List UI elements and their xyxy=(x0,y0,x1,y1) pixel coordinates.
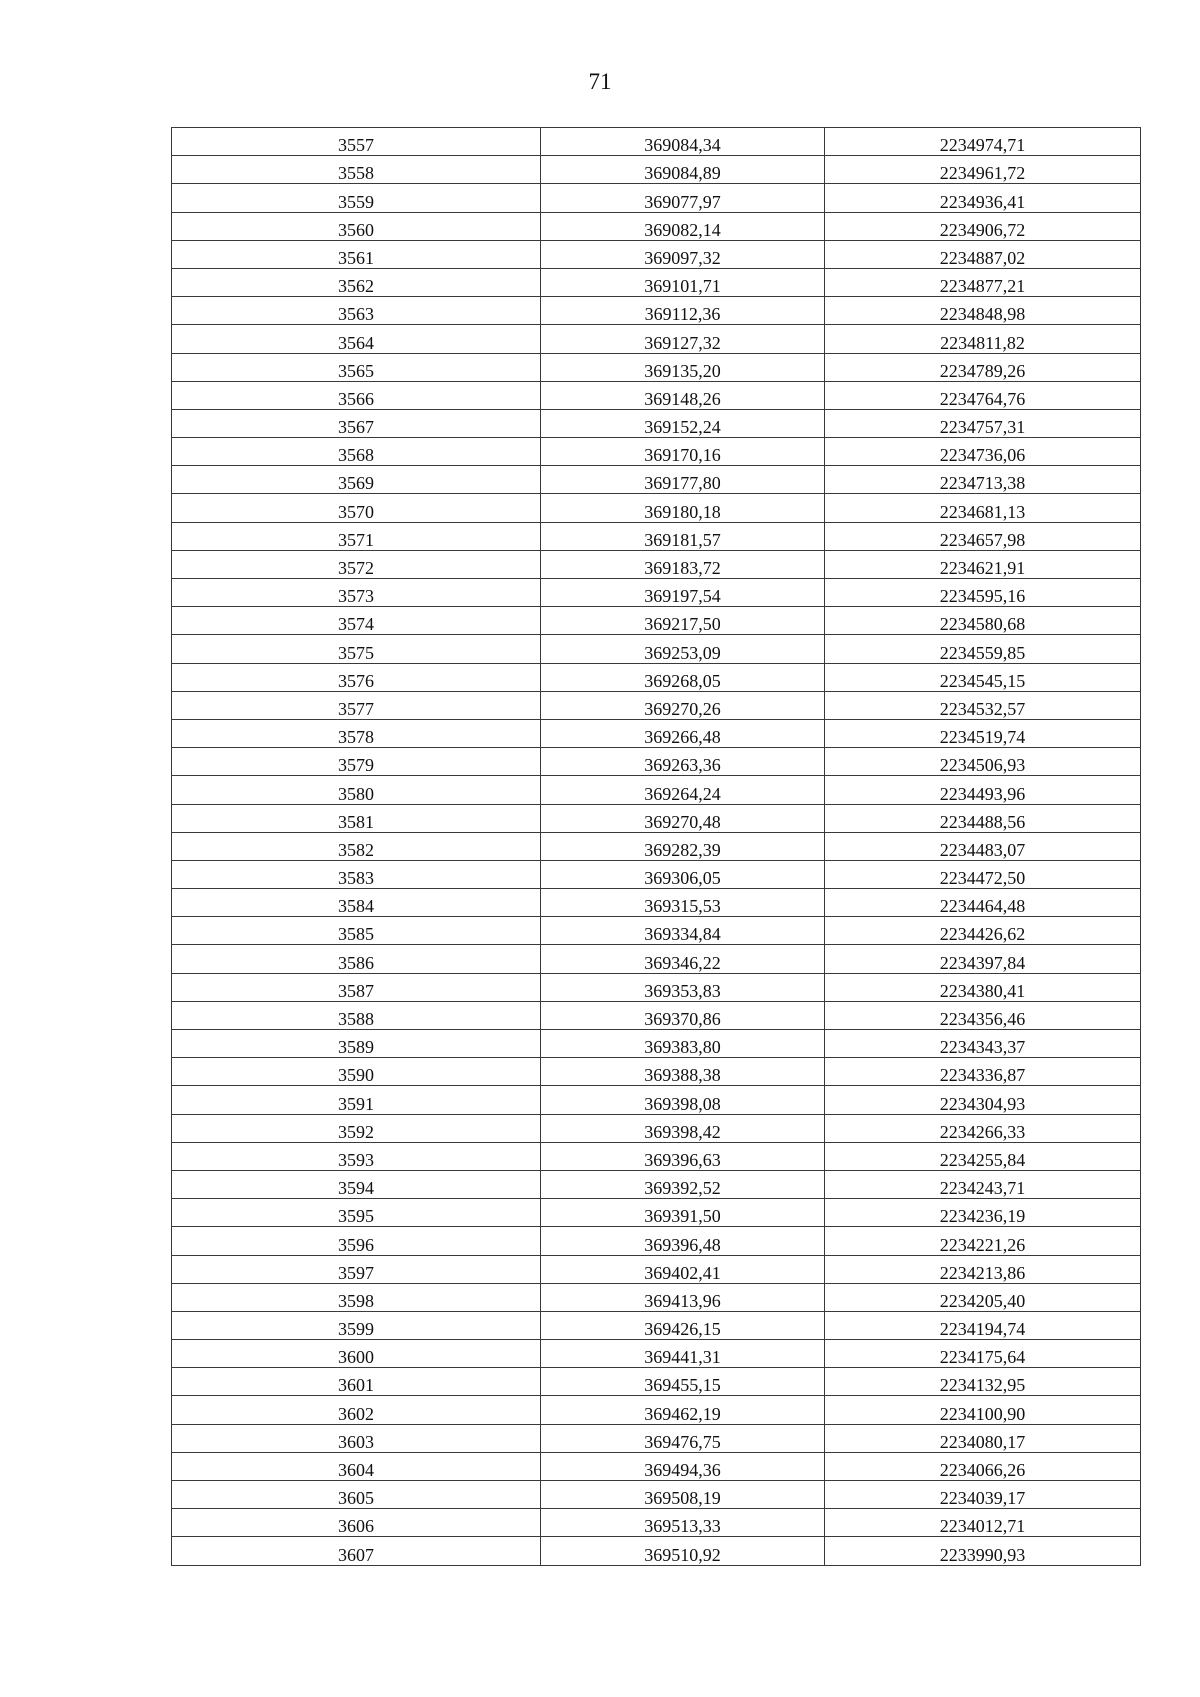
table-row xyxy=(172,1086,1141,1114)
x-coordinate-cell: 369383,80 xyxy=(541,1030,825,1058)
y-coordinate-cell: 2234580,68 xyxy=(825,607,1141,635)
point-number-cell: 3570 xyxy=(172,494,541,522)
point-number-cell: 3607 xyxy=(172,1537,541,1565)
x-coordinate-cell: 369392,52 xyxy=(541,1170,825,1198)
y-coordinate-cell: 2234559,85 xyxy=(825,635,1141,663)
table-row xyxy=(172,297,1141,325)
x-coordinate-cell: 369135,20 xyxy=(541,353,825,381)
point-number-cell: 3563 xyxy=(172,297,541,325)
table-row xyxy=(172,1199,1141,1227)
x-coordinate-cell: 369101,71 xyxy=(541,268,825,296)
point-number-cell: 3584 xyxy=(172,889,541,917)
y-coordinate-cell: 2234336,87 xyxy=(825,1058,1141,1086)
x-coordinate-cell: 369508,19 xyxy=(541,1481,825,1509)
x-coordinate-cell: 369180,18 xyxy=(541,494,825,522)
point-number-cell: 3599 xyxy=(172,1311,541,1339)
x-coordinate-cell: 369181,57 xyxy=(541,522,825,550)
x-coordinate-cell: 369455,15 xyxy=(541,1368,825,1396)
table-row xyxy=(172,268,1141,296)
table-row xyxy=(172,240,1141,268)
point-number-cell: 3557 xyxy=(172,128,541,156)
table-row xyxy=(172,776,1141,804)
y-coordinate-cell: 2234221,26 xyxy=(825,1227,1141,1255)
point-number-cell: 3588 xyxy=(172,1001,541,1029)
point-number-cell: 3598 xyxy=(172,1283,541,1311)
y-coordinate-cell: 2233990,93 xyxy=(825,1537,1141,1565)
table-row xyxy=(172,607,1141,635)
table-row xyxy=(172,1114,1141,1142)
point-number-cell: 3574 xyxy=(172,607,541,635)
y-coordinate-cell: 2234736,06 xyxy=(825,438,1141,466)
y-coordinate-cell: 2234545,15 xyxy=(825,663,1141,691)
table-row xyxy=(172,494,1141,522)
x-coordinate-cell: 369396,63 xyxy=(541,1142,825,1170)
point-number-cell: 3562 xyxy=(172,268,541,296)
x-coordinate-cell: 369197,54 xyxy=(541,579,825,607)
y-coordinate-cell: 2234426,62 xyxy=(825,917,1141,945)
table-row xyxy=(172,128,1141,156)
y-coordinate-cell: 2234012,71 xyxy=(825,1509,1141,1537)
table-row xyxy=(172,1030,1141,1058)
y-coordinate-cell: 2234100,90 xyxy=(825,1396,1141,1424)
table-row xyxy=(172,663,1141,691)
page-number: 71 xyxy=(588,69,612,94)
x-coordinate-cell: 369306,05 xyxy=(541,860,825,888)
table-row xyxy=(172,381,1141,409)
x-coordinate-cell: 369441,31 xyxy=(541,1340,825,1368)
point-number-cell: 3594 xyxy=(172,1170,541,1198)
point-number-cell: 3602 xyxy=(172,1396,541,1424)
table-row xyxy=(172,973,1141,1001)
x-coordinate-cell: 369217,50 xyxy=(541,607,825,635)
x-coordinate-cell: 369127,32 xyxy=(541,325,825,353)
y-coordinate-cell: 2234464,48 xyxy=(825,889,1141,917)
point-number-cell: 3560 xyxy=(172,212,541,240)
point-number-cell: 3577 xyxy=(172,691,541,719)
point-number-cell: 3559 xyxy=(172,184,541,212)
y-coordinate-cell: 2234488,56 xyxy=(825,804,1141,832)
point-number-cell: 3565 xyxy=(172,353,541,381)
y-coordinate-cell: 2234906,72 xyxy=(825,212,1141,240)
y-coordinate-cell: 2234848,98 xyxy=(825,297,1141,325)
y-coordinate-cell: 2234213,86 xyxy=(825,1255,1141,1283)
point-number-cell: 3591 xyxy=(172,1086,541,1114)
x-coordinate-cell: 369315,53 xyxy=(541,889,825,917)
point-number-cell: 3575 xyxy=(172,635,541,663)
table-row xyxy=(172,748,1141,776)
y-coordinate-cell: 2234764,76 xyxy=(825,381,1141,409)
point-number-cell: 3597 xyxy=(172,1255,541,1283)
y-coordinate-cell: 2234493,96 xyxy=(825,776,1141,804)
x-coordinate-cell: 369112,36 xyxy=(541,297,825,325)
x-coordinate-cell: 369084,34 xyxy=(541,128,825,156)
x-coordinate-cell: 369270,26 xyxy=(541,691,825,719)
point-number-cell: 3586 xyxy=(172,945,541,973)
x-coordinate-cell: 369148,26 xyxy=(541,381,825,409)
table-row xyxy=(172,945,1141,973)
table-row xyxy=(172,438,1141,466)
table-row xyxy=(172,325,1141,353)
table-row xyxy=(172,1452,1141,1480)
point-number-cell: 3583 xyxy=(172,860,541,888)
x-coordinate-cell: 369398,42 xyxy=(541,1114,825,1142)
y-coordinate-cell: 2234266,33 xyxy=(825,1114,1141,1142)
point-number-cell: 3579 xyxy=(172,748,541,776)
table-row xyxy=(172,184,1141,212)
x-coordinate-cell: 369462,19 xyxy=(541,1396,825,1424)
table-row xyxy=(172,1481,1141,1509)
point-number-cell: 3571 xyxy=(172,522,541,550)
table-row xyxy=(172,1001,1141,1029)
y-coordinate-cell: 2234713,38 xyxy=(825,466,1141,494)
y-coordinate-cell: 2234595,16 xyxy=(825,579,1141,607)
y-coordinate-cell: 2234066,26 xyxy=(825,1452,1141,1480)
point-number-cell: 3605 xyxy=(172,1481,541,1509)
x-coordinate-cell: 369097,32 xyxy=(541,240,825,268)
y-coordinate-cell: 2234343,37 xyxy=(825,1030,1141,1058)
y-coordinate-cell: 2234205,40 xyxy=(825,1283,1141,1311)
y-coordinate-cell: 2234243,71 xyxy=(825,1170,1141,1198)
y-coordinate-cell: 2234397,84 xyxy=(825,945,1141,973)
y-coordinate-cell: 2234877,21 xyxy=(825,268,1141,296)
point-number-cell: 3573 xyxy=(172,579,541,607)
y-coordinate-cell: 2234236,19 xyxy=(825,1199,1141,1227)
y-coordinate-cell: 2234356,46 xyxy=(825,1001,1141,1029)
x-coordinate-cell: 369476,75 xyxy=(541,1424,825,1452)
x-coordinate-cell: 369077,97 xyxy=(541,184,825,212)
point-number-cell: 3600 xyxy=(172,1340,541,1368)
table-row xyxy=(172,1170,1141,1198)
coordinates-table-body xyxy=(172,128,1141,1566)
table-row xyxy=(172,1142,1141,1170)
point-number-cell: 3566 xyxy=(172,381,541,409)
point-number-cell: 3603 xyxy=(172,1424,541,1452)
y-coordinate-cell: 2234532,57 xyxy=(825,691,1141,719)
x-coordinate-cell: 369170,16 xyxy=(541,438,825,466)
y-coordinate-cell: 2234519,74 xyxy=(825,719,1141,747)
y-coordinate-cell: 2234255,84 xyxy=(825,1142,1141,1170)
point-number-cell: 3589 xyxy=(172,1030,541,1058)
table-row xyxy=(172,1509,1141,1537)
point-number-cell: 3595 xyxy=(172,1199,541,1227)
point-number-cell: 3592 xyxy=(172,1114,541,1142)
point-number-cell: 3587 xyxy=(172,973,541,1001)
table-row xyxy=(172,917,1141,945)
point-number-cell: 3578 xyxy=(172,719,541,747)
x-coordinate-cell: 369494,36 xyxy=(541,1452,825,1480)
y-coordinate-cell: 2234483,07 xyxy=(825,832,1141,860)
x-coordinate-cell: 369183,72 xyxy=(541,550,825,578)
point-number-cell: 3596 xyxy=(172,1227,541,1255)
table-row xyxy=(172,635,1141,663)
y-coordinate-cell: 2234681,13 xyxy=(825,494,1141,522)
x-coordinate-cell: 369346,22 xyxy=(541,945,825,973)
x-coordinate-cell: 369152,24 xyxy=(541,409,825,437)
point-number-cell: 3567 xyxy=(172,409,541,437)
table-row xyxy=(172,579,1141,607)
table-row xyxy=(172,212,1141,240)
y-coordinate-cell: 2234080,17 xyxy=(825,1424,1141,1452)
x-coordinate-cell: 369264,24 xyxy=(541,776,825,804)
table-row xyxy=(172,860,1141,888)
table-row xyxy=(172,1340,1141,1368)
y-coordinate-cell: 2234621,91 xyxy=(825,550,1141,578)
point-number-cell: 3582 xyxy=(172,832,541,860)
x-coordinate-cell: 369263,36 xyxy=(541,748,825,776)
x-coordinate-cell: 369082,14 xyxy=(541,212,825,240)
x-coordinate-cell: 369084,89 xyxy=(541,156,825,184)
y-coordinate-cell: 2234887,02 xyxy=(825,240,1141,268)
table-row xyxy=(172,550,1141,578)
x-coordinate-cell: 369402,41 xyxy=(541,1255,825,1283)
y-coordinate-cell: 2234472,50 xyxy=(825,860,1141,888)
y-coordinate-cell: 2234380,41 xyxy=(825,973,1141,1001)
table-row xyxy=(172,1396,1141,1424)
point-number-cell: 3581 xyxy=(172,804,541,832)
x-coordinate-cell: 369513,33 xyxy=(541,1509,825,1537)
y-coordinate-cell: 2234657,98 xyxy=(825,522,1141,550)
point-number-cell: 3593 xyxy=(172,1142,541,1170)
x-coordinate-cell: 369270,48 xyxy=(541,804,825,832)
point-number-cell: 3585 xyxy=(172,917,541,945)
point-number-cell: 3558 xyxy=(172,156,541,184)
point-number-cell: 3569 xyxy=(172,466,541,494)
y-coordinate-cell: 2234789,26 xyxy=(825,353,1141,381)
x-coordinate-cell: 369510,92 xyxy=(541,1537,825,1565)
table-row xyxy=(172,719,1141,747)
table-row xyxy=(172,1283,1141,1311)
table-row xyxy=(172,1424,1141,1452)
x-coordinate-cell: 369388,38 xyxy=(541,1058,825,1086)
x-coordinate-cell: 369413,96 xyxy=(541,1283,825,1311)
x-coordinate-cell: 369266,48 xyxy=(541,719,825,747)
table-row xyxy=(172,353,1141,381)
point-number-cell: 3606 xyxy=(172,1509,541,1537)
y-coordinate-cell: 2234304,93 xyxy=(825,1086,1141,1114)
table-row xyxy=(172,466,1141,494)
table-row xyxy=(172,1227,1141,1255)
y-coordinate-cell: 2234811,82 xyxy=(825,325,1141,353)
x-coordinate-cell: 369391,50 xyxy=(541,1199,825,1227)
x-coordinate-cell: 369396,48 xyxy=(541,1227,825,1255)
table-row xyxy=(172,832,1141,860)
point-number-cell: 3590 xyxy=(172,1058,541,1086)
x-coordinate-cell: 369426,15 xyxy=(541,1311,825,1339)
point-number-cell: 3561 xyxy=(172,240,541,268)
table-row xyxy=(172,1368,1141,1396)
point-number-cell: 3580 xyxy=(172,776,541,804)
table-row xyxy=(172,889,1141,917)
y-coordinate-cell: 2234974,71 xyxy=(825,128,1141,156)
point-number-cell: 3564 xyxy=(172,325,541,353)
point-number-cell: 3576 xyxy=(172,663,541,691)
y-coordinate-cell: 2234132,95 xyxy=(825,1368,1141,1396)
table-row xyxy=(172,1058,1141,1086)
x-coordinate-cell: 369268,05 xyxy=(541,663,825,691)
x-coordinate-cell: 369177,80 xyxy=(541,466,825,494)
point-number-cell: 3604 xyxy=(172,1452,541,1480)
y-coordinate-cell: 2234936,41 xyxy=(825,184,1141,212)
y-coordinate-cell: 2234194,74 xyxy=(825,1311,1141,1339)
table-row xyxy=(172,409,1141,437)
table-row xyxy=(172,1255,1141,1283)
y-coordinate-cell: 2234757,31 xyxy=(825,409,1141,437)
x-coordinate-cell: 369282,39 xyxy=(541,832,825,860)
x-coordinate-cell: 369370,86 xyxy=(541,1001,825,1029)
y-coordinate-cell: 2234175,64 xyxy=(825,1340,1141,1368)
table-row xyxy=(172,691,1141,719)
coordinates-table xyxy=(171,127,1141,1566)
table-row xyxy=(172,804,1141,832)
y-coordinate-cell: 2234506,93 xyxy=(825,748,1141,776)
point-number-cell: 3601 xyxy=(172,1368,541,1396)
point-number-cell: 3572 xyxy=(172,550,541,578)
y-coordinate-cell: 2234961,72 xyxy=(825,156,1141,184)
table-row xyxy=(172,1311,1141,1339)
y-coordinate-cell: 2234039,17 xyxy=(825,1481,1141,1509)
table-row xyxy=(172,156,1141,184)
x-coordinate-cell: 369253,09 xyxy=(541,635,825,663)
x-coordinate-cell: 369334,84 xyxy=(541,917,825,945)
x-coordinate-cell: 369398,08 xyxy=(541,1086,825,1114)
point-number-cell: 3568 xyxy=(172,438,541,466)
table-row xyxy=(172,1537,1141,1565)
x-coordinate-cell: 369353,83 xyxy=(541,973,825,1001)
table-row xyxy=(172,522,1141,550)
